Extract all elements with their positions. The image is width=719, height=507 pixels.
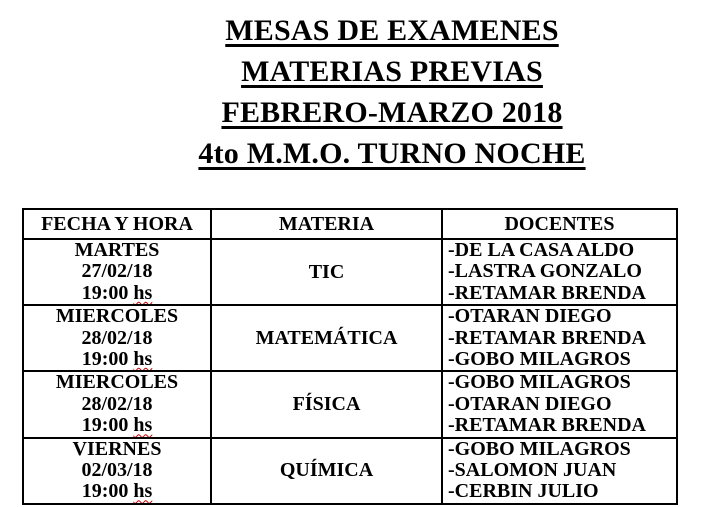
time-value: 19:00 xyxy=(81,414,129,437)
docente-line: -GOBO MILAGROS xyxy=(448,437,631,460)
day-label: MIERCOLES xyxy=(55,371,179,394)
date-label: 27/02/18 xyxy=(81,260,153,283)
header-docentes: DOCENTES xyxy=(442,209,677,239)
title-line-4-text: 4to M.M.O. TURNO NOCHE xyxy=(198,137,586,170)
docente-line: -LASTRA GONZALO xyxy=(448,260,642,283)
docente-line: -DE LA CASA ALDO xyxy=(448,239,635,261)
title-line-2 xyxy=(65,51,719,92)
docente-line: -OTARAN DIEGO xyxy=(448,305,612,328)
title-line-3-text: FEBRERO-MARZO 2018 xyxy=(221,96,563,129)
docentes-cell xyxy=(442,371,677,437)
table-row xyxy=(23,371,677,437)
header-materia: MATERIA xyxy=(211,209,442,239)
fecha-hora-cell xyxy=(23,239,211,305)
day-label: VIERNES xyxy=(72,437,162,460)
title-line-4 xyxy=(65,133,719,174)
time-value: 19:00 xyxy=(81,281,129,304)
docente-line: -GOBO MILAGROS xyxy=(448,348,631,371)
docentes-cell xyxy=(442,438,677,504)
docentes-cell xyxy=(442,239,677,305)
title-line-3 xyxy=(65,92,719,133)
time-suffix: hs xyxy=(133,414,153,437)
time-label xyxy=(24,283,210,304)
time-value: 19:00 xyxy=(81,480,129,503)
time-label xyxy=(24,349,210,370)
title-line-2-text: MATERIAS PREVIAS xyxy=(241,55,543,88)
date-label: 02/03/18 xyxy=(81,459,153,482)
header-row xyxy=(23,209,677,239)
title-line-1 xyxy=(65,10,719,51)
date-label: 28/02/18 xyxy=(81,392,153,415)
docente-line: -RETAMAR BRENDA xyxy=(448,326,646,349)
time-suffix: hs xyxy=(133,281,153,304)
docente-line: -CERBIN JULIO xyxy=(448,480,599,503)
docente-line: -GOBO MILAGROS xyxy=(448,371,631,394)
fecha-hora-cell xyxy=(23,371,211,437)
docentes-cell xyxy=(442,305,677,371)
day-label: MIERCOLES xyxy=(55,305,179,328)
day-label: MARTES xyxy=(74,239,160,261)
materia-cell: MATEMÁTICA xyxy=(211,305,442,371)
materia-cell: TIC xyxy=(211,239,442,305)
docente-line: -OTARAN DIEGO xyxy=(448,392,612,415)
materia-cell: QUÍMICA xyxy=(211,438,442,504)
time-label xyxy=(24,415,210,436)
table-row xyxy=(23,305,677,371)
title-line-1-text: MESAS DE EXAMENES xyxy=(225,14,559,47)
time-value: 19:00 xyxy=(81,348,129,371)
materia-cell: FÍSICA xyxy=(211,371,442,437)
document-title xyxy=(65,10,719,174)
date-label: 28/02/18 xyxy=(81,326,153,349)
fecha-hora-cell xyxy=(23,305,211,371)
time-suffix: hs xyxy=(133,348,153,371)
table-row xyxy=(23,438,677,504)
docente-line: -RETAMAR BRENDA xyxy=(448,281,646,304)
fecha-hora-cell xyxy=(23,438,211,504)
time-label xyxy=(24,481,210,502)
docente-line: -SALOMON JUAN xyxy=(448,459,617,482)
table-row xyxy=(23,239,677,305)
docente-line: -RETAMAR BRENDA xyxy=(448,414,646,437)
header-fecha-y-hora: FECHA Y HORA xyxy=(23,209,211,239)
exam-schedule-table xyxy=(22,208,678,505)
time-suffix: hs xyxy=(133,480,153,503)
